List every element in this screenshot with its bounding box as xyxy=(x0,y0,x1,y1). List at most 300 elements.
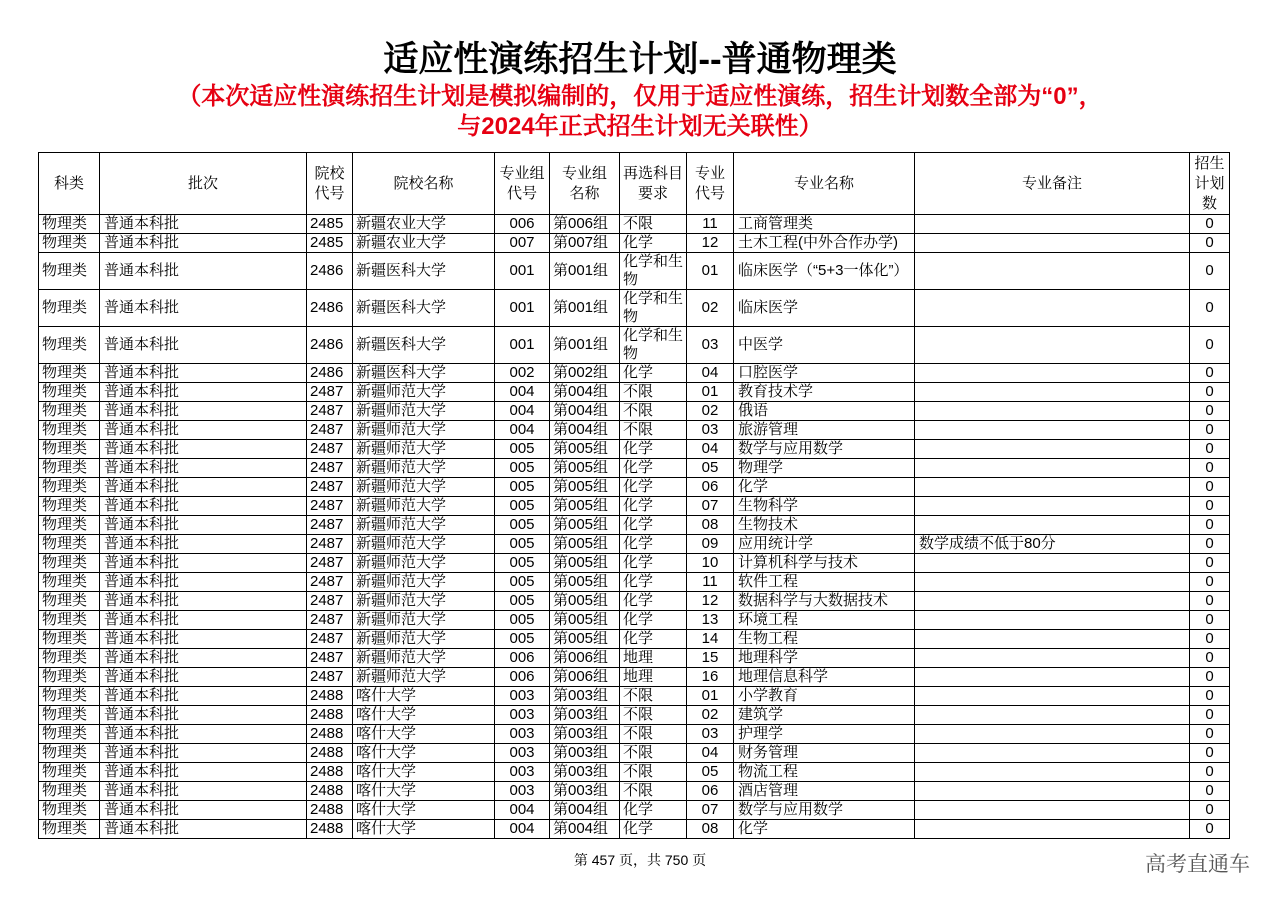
major-note-cell xyxy=(915,611,1190,630)
school-name-cell: 新疆医科大学 xyxy=(353,327,495,364)
major-note-cell xyxy=(915,763,1190,782)
subject-req-cell: 化学 xyxy=(620,516,687,535)
school-name-cell: 新疆师范大学 xyxy=(353,383,495,402)
plan-cell: 0 xyxy=(1190,402,1230,421)
category-cell: 物理类 xyxy=(39,592,100,611)
school-code-cell: 2487 xyxy=(307,402,353,421)
major-note-cell xyxy=(915,516,1190,535)
plan-cell: 0 xyxy=(1190,763,1230,782)
subject-req-cell: 化学 xyxy=(620,592,687,611)
plan-cell: 0 xyxy=(1190,497,1230,516)
batch-cell: 普通本科批 xyxy=(100,668,307,687)
major-name-cell: 生物工程 xyxy=(734,630,915,649)
school-name-cell: 新疆师范大学 xyxy=(353,497,495,516)
subject-req-cell: 不限 xyxy=(620,782,687,801)
school-code-cell: 2488 xyxy=(307,706,353,725)
subject-req-cell: 化学 xyxy=(620,535,687,554)
school-name-cell: 新疆师范大学 xyxy=(353,592,495,611)
school-name-cell: 新疆师范大学 xyxy=(353,421,495,440)
plan-cell: 0 xyxy=(1190,478,1230,497)
batch-cell: 普通本科批 xyxy=(100,782,307,801)
category-cell: 物理类 xyxy=(39,649,100,668)
school-name-cell: 新疆师范大学 xyxy=(353,440,495,459)
subject-req-cell: 不限 xyxy=(620,725,687,744)
table-row xyxy=(39,440,1230,459)
major-name-cell: 生物技术 xyxy=(734,516,915,535)
school-name-cell: 喀什大学 xyxy=(353,801,495,820)
table-row xyxy=(39,782,1230,801)
major-code-cell: 03 xyxy=(687,725,734,744)
school-code-cell: 2487 xyxy=(307,421,353,440)
school-name-cell: 新疆医科大学 xyxy=(353,253,495,290)
group-name-cell: 第003组 xyxy=(550,744,620,763)
plan-cell: 0 xyxy=(1190,744,1230,763)
group-name-cell: 第006组 xyxy=(550,649,620,668)
group-code-cell: 005 xyxy=(495,573,550,592)
batch-cell: 普通本科批 xyxy=(100,478,307,497)
major-note-cell xyxy=(915,497,1190,516)
major-name-cell: 生物科学 xyxy=(734,497,915,516)
header-school-code: 院校 代号 xyxy=(307,153,353,215)
major-name-cell: 应用统计学 xyxy=(734,535,915,554)
major-name-cell: 软件工程 xyxy=(734,573,915,592)
school-code-cell: 2486 xyxy=(307,253,353,290)
brand-watermark: 高考直通车 xyxy=(1145,853,1250,876)
major-code-cell: 05 xyxy=(687,763,734,782)
school-name-cell: 喀什大学 xyxy=(353,706,495,725)
school-code-cell: 2487 xyxy=(307,383,353,402)
batch-cell: 普通本科批 xyxy=(100,687,307,706)
plan-cell: 0 xyxy=(1190,459,1230,478)
school-name-cell: 新疆医科大学 xyxy=(353,364,495,383)
plan-cell: 0 xyxy=(1190,327,1230,364)
school-name-cell: 新疆师范大学 xyxy=(353,611,495,630)
table-body xyxy=(39,215,1230,839)
major-code-cell: 07 xyxy=(687,801,734,820)
school-name-cell: 新疆农业大学 xyxy=(353,234,495,253)
school-code-cell: 2486 xyxy=(307,364,353,383)
school-code-cell: 2488 xyxy=(307,744,353,763)
subject-req-cell: 不限 xyxy=(620,383,687,402)
table-row xyxy=(39,253,1230,290)
batch-cell: 普通本科批 xyxy=(100,706,307,725)
plan-cell: 0 xyxy=(1190,725,1230,744)
group-name-cell: 第005组 xyxy=(550,592,620,611)
school-name-cell: 喀什大学 xyxy=(353,744,495,763)
school-code-cell: 2487 xyxy=(307,554,353,573)
group-name-cell: 第003组 xyxy=(550,763,620,782)
plan-cell: 0 xyxy=(1190,554,1230,573)
major-code-cell: 07 xyxy=(687,497,734,516)
school-name-cell: 喀什大学 xyxy=(353,725,495,744)
header-category: 科类 xyxy=(39,153,100,215)
table-row xyxy=(39,364,1230,383)
plan-cell: 0 xyxy=(1190,516,1230,535)
group-code-cell: 003 xyxy=(495,725,550,744)
header-school-name: 院校名称 xyxy=(353,153,495,215)
major-note-cell xyxy=(915,687,1190,706)
group-name-cell: 第006组 xyxy=(550,668,620,687)
batch-cell: 普通本科批 xyxy=(100,820,307,839)
school-code-cell: 2487 xyxy=(307,440,353,459)
batch-cell: 普通本科批 xyxy=(100,383,307,402)
subject-req-cell: 不限 xyxy=(620,421,687,440)
school-code-cell: 2485 xyxy=(307,234,353,253)
header-subject-req: 再选科目 要求 xyxy=(620,153,687,215)
subject-req-cell: 化学 xyxy=(620,478,687,497)
major-note-cell xyxy=(915,801,1190,820)
table-row xyxy=(39,687,1230,706)
subject-req-cell: 地理 xyxy=(620,668,687,687)
subject-req-cell: 不限 xyxy=(620,706,687,725)
category-cell: 物理类 xyxy=(39,290,100,327)
major-code-cell: 13 xyxy=(687,611,734,630)
plan-cell: 0 xyxy=(1190,290,1230,327)
group-name-cell: 第001组 xyxy=(550,327,620,364)
category-cell: 物理类 xyxy=(39,253,100,290)
group-code-cell: 004 xyxy=(495,402,550,421)
page-info: 第 457 页，共 750 页 xyxy=(573,852,707,868)
group-code-cell: 003 xyxy=(495,687,550,706)
header-batch: 批次 xyxy=(100,153,307,215)
group-code-cell: 004 xyxy=(495,801,550,820)
category-cell: 物理类 xyxy=(39,554,100,573)
category-cell: 物理类 xyxy=(39,364,100,383)
major-code-cell: 04 xyxy=(687,364,734,383)
major-name-cell: 小学教育 xyxy=(734,687,915,706)
subject-req-cell: 化学 xyxy=(620,234,687,253)
major-note-cell xyxy=(915,459,1190,478)
major-code-cell: 01 xyxy=(687,383,734,402)
table-row xyxy=(39,421,1230,440)
group-name-cell: 第003组 xyxy=(550,782,620,801)
table-row xyxy=(39,402,1230,421)
major-name-cell: 化学 xyxy=(734,820,915,839)
major-name-cell: 数学与应用数学 xyxy=(734,440,915,459)
group-name-cell: 第005组 xyxy=(550,611,620,630)
major-name-cell: 口腔医学 xyxy=(734,364,915,383)
school-name-cell: 喀什大学 xyxy=(353,687,495,706)
school-code-cell: 2488 xyxy=(307,801,353,820)
table-row xyxy=(39,215,1230,234)
subject-req-cell: 化学和生物 xyxy=(620,253,687,290)
notice-line-1: （本次适应性演练招生计划是模拟编制的，仅用于适应性演练，招生计划数全部为“0”， xyxy=(177,83,1103,110)
plan-cell: 0 xyxy=(1190,535,1230,554)
major-name-cell: 工商管理类 xyxy=(734,215,915,234)
group-code-cell: 005 xyxy=(495,478,550,497)
group-code-cell: 005 xyxy=(495,516,550,535)
school-name-cell: 新疆师范大学 xyxy=(353,402,495,421)
plan-cell: 0 xyxy=(1190,440,1230,459)
plan-cell: 0 xyxy=(1190,364,1230,383)
plan-cell: 0 xyxy=(1190,215,1230,234)
major-note-cell xyxy=(915,592,1190,611)
school-code-cell: 2487 xyxy=(307,573,353,592)
plan-cell: 0 xyxy=(1190,687,1230,706)
school-name-cell: 新疆师范大学 xyxy=(353,516,495,535)
major-code-cell: 08 xyxy=(687,516,734,535)
table-row xyxy=(39,459,1230,478)
category-cell: 物理类 xyxy=(39,421,100,440)
major-note-cell xyxy=(915,649,1190,668)
subject-req-cell: 化学 xyxy=(620,611,687,630)
subject-req-cell: 化学 xyxy=(620,554,687,573)
major-name-cell: 俄语 xyxy=(734,402,915,421)
major-code-cell: 05 xyxy=(687,459,734,478)
major-note-cell xyxy=(915,630,1190,649)
table-row xyxy=(39,290,1230,327)
plan-cell: 0 xyxy=(1190,611,1230,630)
school-code-cell: 2487 xyxy=(307,497,353,516)
major-note-cell xyxy=(915,573,1190,592)
category-cell: 物理类 xyxy=(39,801,100,820)
category-cell: 物理类 xyxy=(39,725,100,744)
table-row xyxy=(39,234,1230,253)
header-major-note: 专业备注 xyxy=(915,153,1190,215)
major-code-cell: 11 xyxy=(687,573,734,592)
table-row xyxy=(39,383,1230,402)
category-cell: 物理类 xyxy=(39,744,100,763)
notice xyxy=(0,82,1280,142)
major-note-cell xyxy=(915,383,1190,402)
major-code-cell: 09 xyxy=(687,535,734,554)
table-row xyxy=(39,611,1230,630)
major-code-cell: 04 xyxy=(687,744,734,763)
school-code-cell: 2488 xyxy=(307,820,353,839)
school-code-cell: 2486 xyxy=(307,327,353,364)
plan-cell: 0 xyxy=(1190,668,1230,687)
batch-cell: 普通本科批 xyxy=(100,801,307,820)
group-name-cell: 第003组 xyxy=(550,706,620,725)
major-code-cell: 06 xyxy=(687,782,734,801)
major-note-cell xyxy=(915,782,1190,801)
batch-cell: 普通本科批 xyxy=(100,649,307,668)
group-code-cell: 005 xyxy=(495,497,550,516)
group-code-cell: 005 xyxy=(495,611,550,630)
major-name-cell: 旅游管理 xyxy=(734,421,915,440)
group-name-cell: 第005组 xyxy=(550,630,620,649)
major-note-cell xyxy=(915,440,1190,459)
header-group-code: 专业组 代号 xyxy=(495,153,550,215)
header-row xyxy=(39,153,1230,215)
school-name-cell: 新疆师范大学 xyxy=(353,649,495,668)
school-name-cell: 新疆师范大学 xyxy=(353,535,495,554)
school-name-cell: 喀什大学 xyxy=(353,763,495,782)
table-header xyxy=(39,153,1230,215)
subject-req-cell: 化学 xyxy=(620,820,687,839)
subject-req-cell: 化学和生物 xyxy=(620,290,687,327)
header-plan: 招生 计划 数 xyxy=(1190,153,1230,215)
school-code-cell: 2487 xyxy=(307,459,353,478)
group-code-cell: 004 xyxy=(495,383,550,402)
school-name-cell: 新疆师范大学 xyxy=(353,459,495,478)
subject-req-cell: 化学 xyxy=(620,630,687,649)
major-code-cell: 02 xyxy=(687,402,734,421)
category-cell: 物理类 xyxy=(39,687,100,706)
subject-req-cell: 不限 xyxy=(620,763,687,782)
major-name-cell: 地理科学 xyxy=(734,649,915,668)
group-name-cell: 第004组 xyxy=(550,801,620,820)
group-code-cell: 007 xyxy=(495,234,550,253)
batch-cell: 普通本科批 xyxy=(100,327,307,364)
table-row xyxy=(39,820,1230,839)
category-cell: 物理类 xyxy=(39,763,100,782)
school-name-cell: 喀什大学 xyxy=(353,820,495,839)
category-cell: 物理类 xyxy=(39,234,100,253)
subject-req-cell: 化学 xyxy=(620,459,687,478)
major-name-cell: 数学与应用数学 xyxy=(734,801,915,820)
subject-req-cell: 化学 xyxy=(620,364,687,383)
major-code-cell: 12 xyxy=(687,234,734,253)
school-code-cell: 2487 xyxy=(307,630,353,649)
group-name-cell: 第001组 xyxy=(550,290,620,327)
subject-req-cell: 地理 xyxy=(620,649,687,668)
group-name-cell: 第004组 xyxy=(550,820,620,839)
major-note-cell xyxy=(915,253,1190,290)
school-name-cell: 新疆医科大学 xyxy=(353,290,495,327)
school-name-cell: 新疆师范大学 xyxy=(353,668,495,687)
admission-plan-table xyxy=(38,152,1230,839)
table-row xyxy=(39,573,1230,592)
subject-req-cell: 化学 xyxy=(620,801,687,820)
plan-cell: 0 xyxy=(1190,706,1230,725)
subject-req-cell: 不限 xyxy=(620,744,687,763)
category-cell: 物理类 xyxy=(39,573,100,592)
school-code-cell: 2487 xyxy=(307,478,353,497)
table-row xyxy=(39,668,1230,687)
major-note-cell xyxy=(915,554,1190,573)
plan-cell: 0 xyxy=(1190,421,1230,440)
major-name-cell: 酒店管理 xyxy=(734,782,915,801)
major-code-cell: 14 xyxy=(687,630,734,649)
category-cell: 物理类 xyxy=(39,478,100,497)
school-code-cell: 2488 xyxy=(307,763,353,782)
batch-cell: 普通本科批 xyxy=(100,573,307,592)
category-cell: 物理类 xyxy=(39,215,100,234)
category-cell: 物理类 xyxy=(39,497,100,516)
batch-cell: 普通本科批 xyxy=(100,364,307,383)
plan-cell: 0 xyxy=(1190,630,1230,649)
batch-cell: 普通本科批 xyxy=(100,516,307,535)
batch-cell: 普通本科批 xyxy=(100,554,307,573)
table-row xyxy=(39,744,1230,763)
group-code-cell: 003 xyxy=(495,763,550,782)
batch-cell: 普通本科批 xyxy=(100,592,307,611)
subject-req-cell: 不限 xyxy=(620,687,687,706)
major-note-cell xyxy=(915,234,1190,253)
category-cell: 物理类 xyxy=(39,459,100,478)
plan-cell: 0 xyxy=(1190,782,1230,801)
batch-cell: 普通本科批 xyxy=(100,234,307,253)
school-code-cell: 2487 xyxy=(307,516,353,535)
group-name-cell: 第005组 xyxy=(550,554,620,573)
major-note-cell xyxy=(915,820,1190,839)
group-code-cell: 001 xyxy=(495,327,550,364)
plan-cell: 0 xyxy=(1190,253,1230,290)
school-name-cell: 新疆农业大学 xyxy=(353,215,495,234)
major-note-cell xyxy=(915,364,1190,383)
major-code-cell: 01 xyxy=(687,253,734,290)
major-note-cell xyxy=(915,421,1190,440)
table-row xyxy=(39,516,1230,535)
group-code-cell: 005 xyxy=(495,440,550,459)
group-code-cell: 006 xyxy=(495,215,550,234)
group-code-cell: 001 xyxy=(495,290,550,327)
plan-cell: 0 xyxy=(1190,573,1230,592)
group-code-cell: 005 xyxy=(495,592,550,611)
group-code-cell: 001 xyxy=(495,253,550,290)
table-row xyxy=(39,478,1230,497)
group-code-cell: 003 xyxy=(495,706,550,725)
table-row xyxy=(39,763,1230,782)
group-name-cell: 第005组 xyxy=(550,440,620,459)
table-row xyxy=(39,706,1230,725)
school-name-cell: 新疆师范大学 xyxy=(353,554,495,573)
subject-req-cell: 化学 xyxy=(620,573,687,592)
group-name-cell: 第006组 xyxy=(550,215,620,234)
school-code-cell: 2487 xyxy=(307,649,353,668)
table-row xyxy=(39,535,1230,554)
group-name-cell: 第003组 xyxy=(550,687,620,706)
group-code-cell: 006 xyxy=(495,649,550,668)
school-code-cell: 2487 xyxy=(307,535,353,554)
batch-cell: 普通本科批 xyxy=(100,459,307,478)
school-code-cell: 2485 xyxy=(307,215,353,234)
group-name-cell: 第005组 xyxy=(550,459,620,478)
major-name-cell: 土木工程(中外合作办学) xyxy=(734,234,915,253)
plan-cell: 0 xyxy=(1190,592,1230,611)
major-name-cell: 物流工程 xyxy=(734,763,915,782)
plan-cell: 0 xyxy=(1190,649,1230,668)
major-name-cell: 数据科学与大数据技术 xyxy=(734,592,915,611)
major-code-cell: 02 xyxy=(687,290,734,327)
major-note-cell xyxy=(915,478,1190,497)
batch-cell: 普通本科批 xyxy=(100,440,307,459)
table-row xyxy=(39,554,1230,573)
school-name-cell: 新疆师范大学 xyxy=(353,630,495,649)
major-code-cell: 10 xyxy=(687,554,734,573)
table-row xyxy=(39,630,1230,649)
table-row xyxy=(39,497,1230,516)
category-cell: 物理类 xyxy=(39,383,100,402)
major-note-cell xyxy=(915,668,1190,687)
major-name-cell: 建筑学 xyxy=(734,706,915,725)
group-code-cell: 004 xyxy=(495,820,550,839)
major-note-cell xyxy=(915,402,1190,421)
plan-cell: 0 xyxy=(1190,383,1230,402)
category-cell: 物理类 xyxy=(39,440,100,459)
batch-cell: 普通本科批 xyxy=(100,215,307,234)
batch-cell: 普通本科批 xyxy=(100,535,307,554)
group-name-cell: 第004组 xyxy=(550,383,620,402)
group-name-cell: 第004组 xyxy=(550,421,620,440)
major-code-cell: 06 xyxy=(687,478,734,497)
major-name-cell: 中医学 xyxy=(734,327,915,364)
page-title: 适应性演练招生计划--普通物理类 xyxy=(383,40,897,79)
category-cell: 物理类 xyxy=(39,630,100,649)
group-code-cell: 006 xyxy=(495,668,550,687)
group-code-cell: 002 xyxy=(495,364,550,383)
group-code-cell: 005 xyxy=(495,554,550,573)
group-code-cell: 003 xyxy=(495,782,550,801)
major-note-cell xyxy=(915,744,1190,763)
plan-cell: 0 xyxy=(1190,801,1230,820)
subject-req-cell: 化学 xyxy=(620,440,687,459)
batch-cell: 普通本科批 xyxy=(100,290,307,327)
batch-cell: 普通本科批 xyxy=(100,497,307,516)
major-code-cell: 12 xyxy=(687,592,734,611)
major-name-cell: 计算机科学与技术 xyxy=(734,554,915,573)
